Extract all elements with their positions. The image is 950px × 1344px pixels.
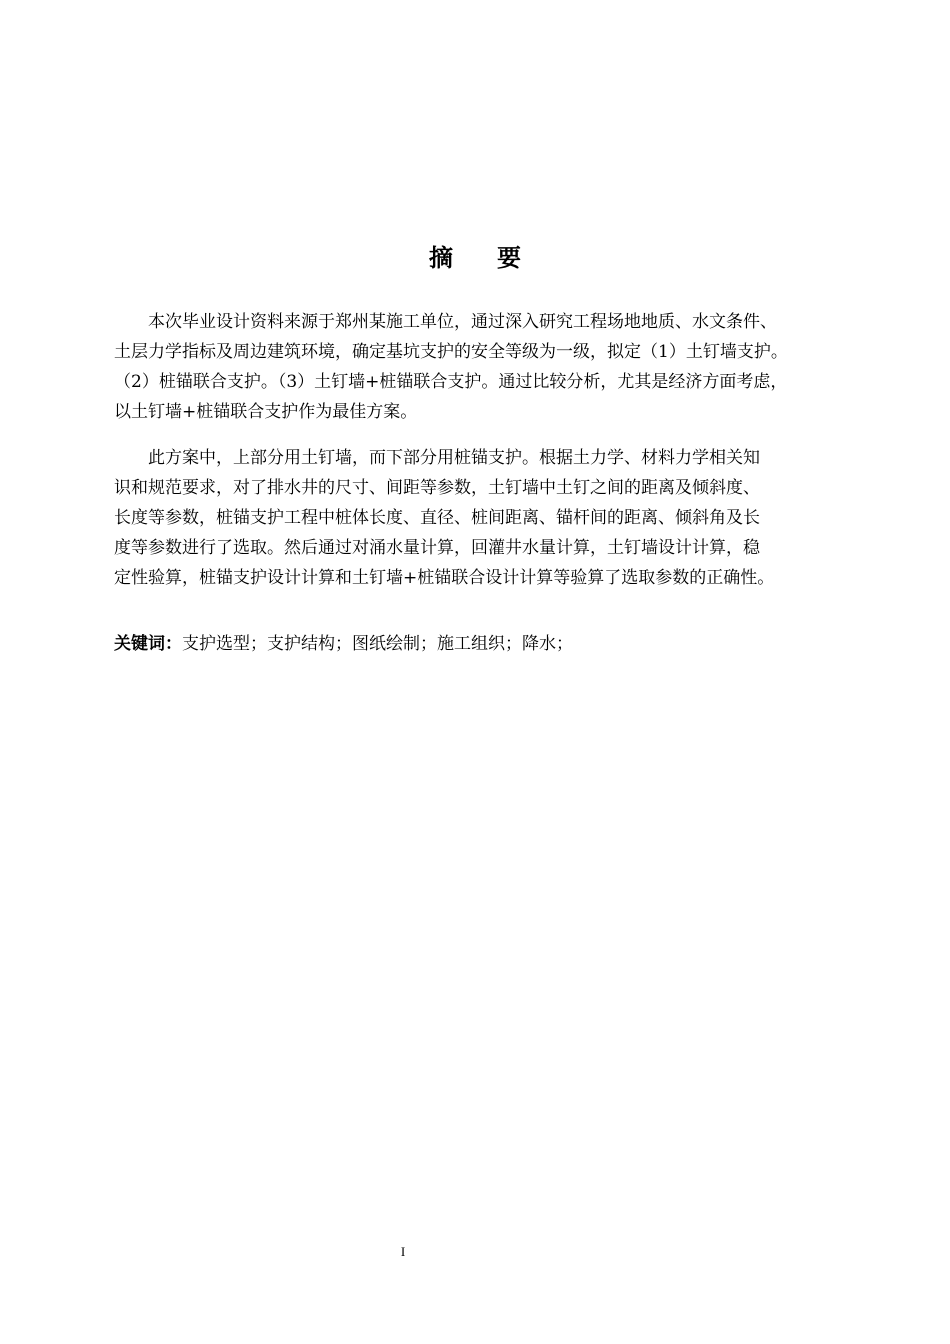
paragraph-line: 识和规范要求，对了排水井的尺寸、间距等参数，土钉墙中土钉之间的距离及倾斜度、 (114, 478, 760, 498)
keywords-text: 支护选型；支护结构；图纸绘制；施工组织；降水； (182, 634, 573, 654)
keywords-line (114, 629, 862, 659)
paragraph-line: 长度等参数，桩锚支护工程中桩体长度、直径、桩间距离、锚杆间的距离、倾斜角及长 (114, 508, 760, 528)
paragraph-line: 定性验算，桩锚支护设计计算和土钉墙+桩锚联合设计计算等验算了选取参数的正确性。 (114, 568, 775, 588)
abstract-paragraph-1 (114, 307, 862, 427)
abstract-paragraph-2 (114, 443, 862, 593)
keywords-label: 关键词： (114, 634, 182, 654)
paragraph-line: 此方案中，上部分用土钉墙，而下部分用桩锚支护。根据土力学、材料力学相关知 (114, 448, 760, 468)
paragraph-line: （2）桩锚联合支护。（3）土钉墙+桩锚联合支护。通过比较分析，尤其是经济方面考虑， (114, 372, 788, 392)
paragraph-line: 本次毕业设计资料来源于郑州某施工单位，通过深入研究工程场地地质、水文条件、 (114, 312, 777, 332)
abstract-title-char-2: 要 (497, 244, 521, 272)
paragraph-line: 以土钉墙+桩锚联合支护作为最佳方案。 (114, 402, 418, 422)
abstract-title (0, 242, 950, 274)
abstract-title-char-1: 摘 (429, 244, 453, 272)
paragraph-line: 土层力学指标及周边建筑环境，确定基坑支护的安全等级为一级，拟定（1）土钉墙支护。 (114, 342, 788, 362)
paragraph-line: 度等参数进行了选取。然后通过对涌水量计算，回灌井水量计算，土钉墙设计计算，稳 (114, 538, 760, 558)
page-number: I (400, 1244, 406, 1259)
